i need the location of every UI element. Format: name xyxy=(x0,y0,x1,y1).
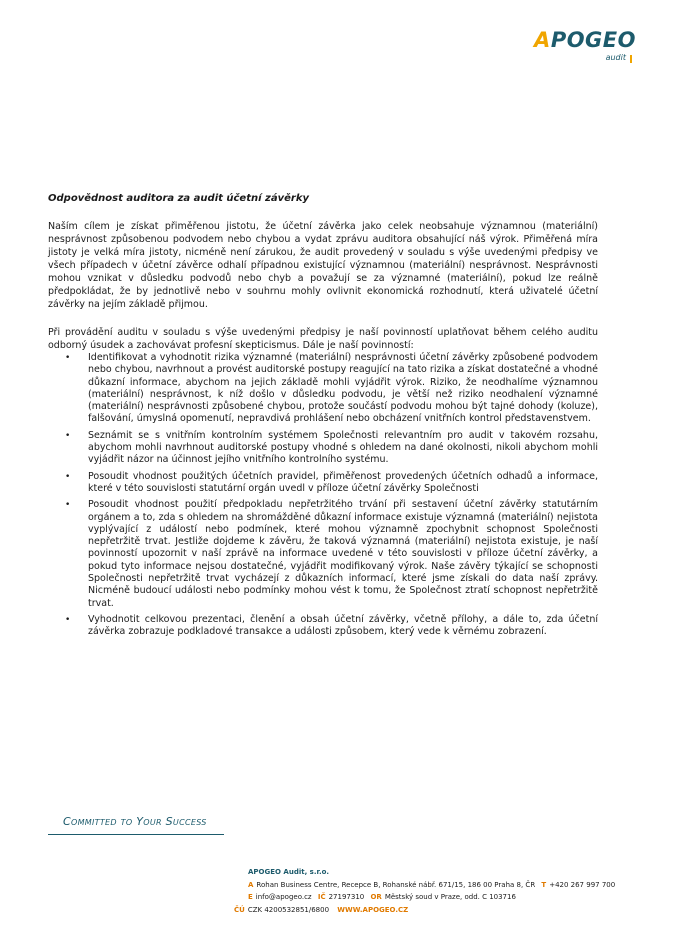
list-item-text: Posoudit vhodnost použitých účetních pravidel, přiměřenost provedených účetních odhadů a informace, které v této souvislosti statutární orgán uvedl v příloze účetní závěrky Společnosti xyxy=(88,470,598,494)
list-item-text: Vyhodnotit celkovou prezentaci, členění a obsah účetní závěrky, včetně přílohy, a dále to, zda účetní závěrka zobrazuje podkladové transakce a události způsobem, který vede k věrnému zobrazení. xyxy=(88,613,598,638)
list-item-text: Identifikovat a vyhodnotit rizika významné (materiální) nesprávnosti účetní závěrky způsobené podvodem nebo chybou, navrhnout a provést auditorské postupy reagující na tato rizika a získat dostatečné a vhodné důkazní informace, abychom na jejich základě mohli vyjádřit výrok. Riziko, že neodhalíme významnou (materiální) nesprávnost, k níž došlo v důsledku podvodu, je větší než riziko neodhalení významné (materiální) nesprávnosti způsobené chybou, protože součástí podvodu mohou být tajné dohody (koluze), falšování, úmyslná opomenutí, nepravdivá prohlášení nebo obcházení vnitřních kontrol představenstvem. xyxy=(88,352,598,425)
phone-text: +420 267 997 700 xyxy=(549,880,616,889)
address-row xyxy=(234,879,615,892)
ic-key: IČ xyxy=(317,893,326,901)
list-item-text: Posoudit vhodnost použití předpokladu nepřetržitého trvání při sestavení účetní závěrky statutárním orgánem a to, zda s ohledem na shromážděné důkazní informace existuje významná (materiální) nejistota vyplývající z událostí nebo podmínek, které mohou významně zpochybnit schopnost Společnosti nepřetržitě trvat. Jestliže dojdeme k závěru, že taková významná (materiální) nejistota existuje, je naší povinností upozornit v naší zprávě na informace uvedené v této souvislosti v příloze účetní závěrky, a pokud tyto informace nejsou dostatečné, vyjádřit modifikovaný výrok. Naše závěry týkající se schopnosti Společnosti nepřetržitě trvat vycházejí z důkazních informací, které jsme získali do data naší zprávy. Nicméně budoucí události nebo podmínky mohou vést k tomu, že Společnost ztratí schopnost nepřetržitě trvat. xyxy=(88,499,598,609)
address-text: Rohan Business Centre, Recepce B, Rohanské nábř. 671/15, 186 00 Praha 8, ČR xyxy=(256,880,536,889)
logo-letter-a: A xyxy=(534,28,551,52)
company-name: APOGEO Audit, s.r.o. xyxy=(248,868,330,876)
section-heading: Odpovědnost auditora za audit účetní závěrky xyxy=(48,193,309,204)
footer-contact xyxy=(234,866,615,916)
logo-accent-bar xyxy=(630,55,632,63)
list-item xyxy=(48,352,598,426)
tagline-text: Committed to Your Success xyxy=(63,815,207,828)
logo-wordmark xyxy=(534,28,636,52)
list-item xyxy=(48,471,598,496)
cu-value: CZK 4200532851/6800 xyxy=(247,905,330,914)
address-key: A xyxy=(248,880,254,889)
email-key: E xyxy=(248,893,253,901)
bullet-icon: • xyxy=(65,471,71,482)
bullet-icon: • xyxy=(65,614,71,625)
tagline-divider xyxy=(48,834,224,835)
logo-subtitle: audit xyxy=(605,53,626,62)
paragraph-1: Naším cílem je získat přiměřenou jistotu, že účetní závěrka jako celek neobsahuje významnou (materiální) nesprávnost způsobenou podvodem nebo chybou a vydat zprávu auditora obsahující náš výrok. Přiměřená míra jistoty je velká míra jistoty, nicméně není zárukou, že audit provedený v souladu s výše uvedenými předpisy ve všech případech v účetní závěrce odhalí případnou existující významnou (materiální) nesprávnost. Nesprávnosti mohou vznikat v důsledku podvodů nebo chyb a považují se za významné (materiální), pokud lze reálně předpokládat, že by jednotlivě nebo v souhrnu mohly ovlivnit ekonomická rozhodnutí, která uživatelé účetní závěrky na jejím základě přijmou. xyxy=(48,221,598,310)
list-item xyxy=(48,499,598,610)
email-row xyxy=(234,891,615,904)
logo-letters: POGEO xyxy=(550,28,636,52)
phone-key: T xyxy=(541,880,547,889)
bank-row xyxy=(234,904,615,917)
company-name-row xyxy=(234,866,615,879)
ic-value: 27197310 xyxy=(328,893,365,901)
document-body xyxy=(48,193,598,643)
or-key: OR xyxy=(370,893,382,901)
list-item xyxy=(48,614,598,639)
list-item xyxy=(48,430,598,467)
responsibility-list xyxy=(48,352,598,639)
tagline xyxy=(63,815,207,828)
apogeo-logo xyxy=(516,28,636,68)
list-item-text: Seznámit se s vnitřním kontrolním systémem Společnosti relevantním pro audit v takovém rozsahu, abychom mohli navrhnout auditorské postupy vhodné s ohledem na dané okolnosti, nikoli abychom mohli vyjádřit názor na účinnost jejího vnitřního kontrolního systému. xyxy=(88,429,598,466)
bullet-icon: • xyxy=(65,353,71,363)
website-link[interactable]: WWW.APOGEO.CZ xyxy=(337,905,409,914)
or-value: Městský soud v Praze, odd. C 103716 xyxy=(384,893,516,901)
bullet-icon: • xyxy=(65,500,71,511)
email-link[interactable]: info@apogeo.cz xyxy=(255,893,312,901)
paragraph-2: Při provádění auditu v souladu s výše uvedenými předpisy je naší povinností uplatňovat během celého auditu odborný úsudek a zachovávat profesní skepticismus. Dále je naší povinností: xyxy=(48,327,598,351)
bullet-icon: • xyxy=(65,430,71,441)
cu-key: ČÚ xyxy=(234,905,245,914)
